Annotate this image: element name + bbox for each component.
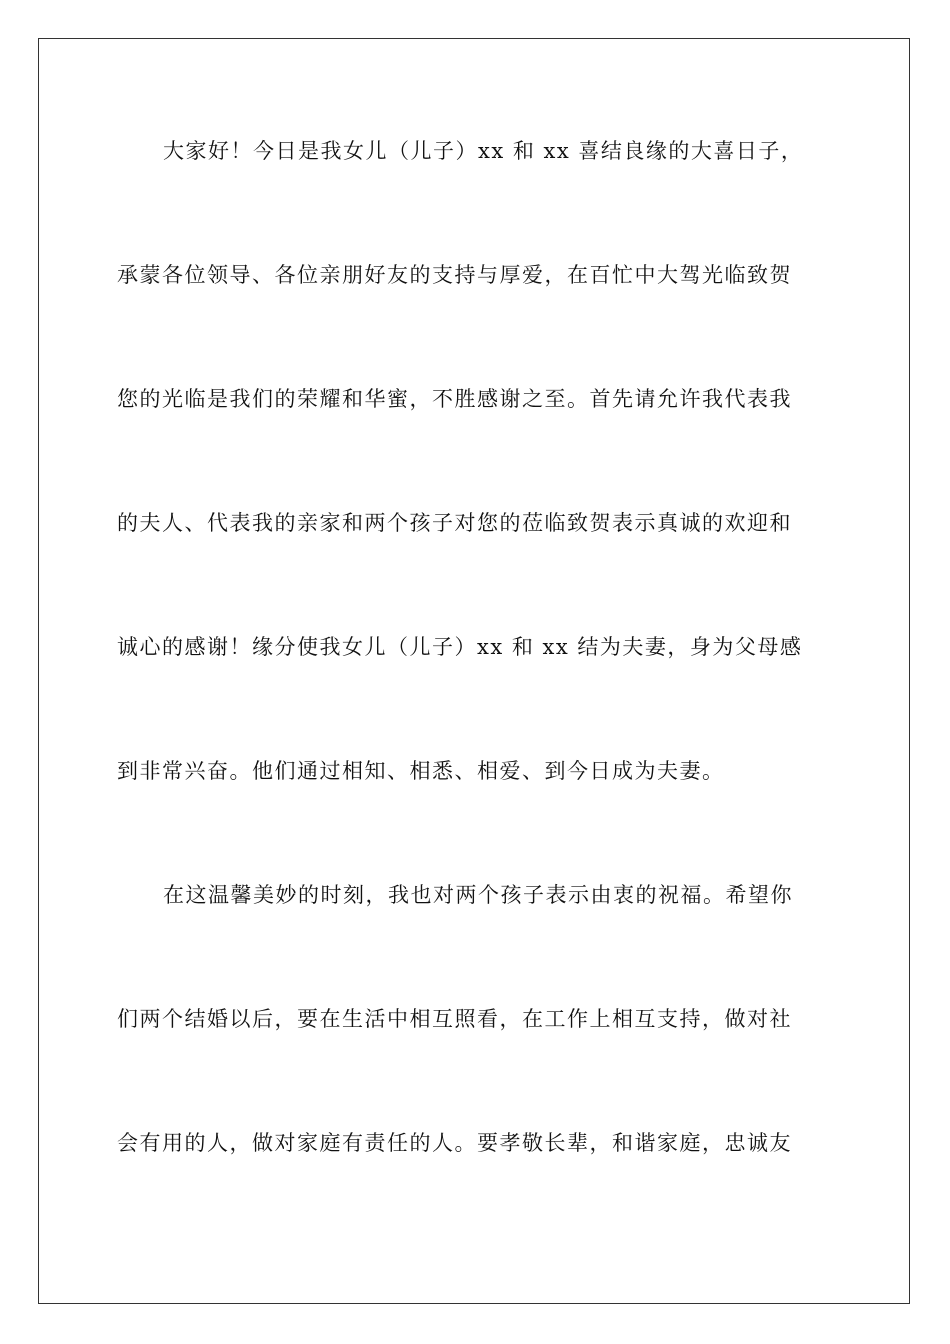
paragraph-1-line-6: 到非常兴奋。他们通过相知、相悉、相爱、到今日成为夫妻。 [117, 759, 725, 783]
page-border [38, 38, 910, 1304]
paragraph-2-line-1: 在这温馨美妙的时刻，我也对两个孩子表示由衷的祝福。希望你 [163, 883, 793, 907]
paragraph-1-line-5: 诚心的感谢！缘分使我女儿（儿子）xx 和 xx 结为夫妻，身为父母感 [117, 635, 803, 659]
paragraph-1-line-3: 您的光临是我们的荣耀和华蜜，不胜感谢之至。首先请允许我代表我 [117, 387, 792, 411]
paragraph-1-line-1: 大家好！今日是我女儿（儿子）xx 和 xx 喜结良缘的大喜日子， [163, 139, 804, 163]
paragraph-2-line-3: 会有用的人，做对家庭有责任的人。要孝敬长辈，和谐家庭，忠诚友 [117, 1131, 792, 1155]
paragraph-2-line-2: 们两个结婚以后，要在生活中相互照看，在工作上相互支持，做对社 [117, 1007, 792, 1031]
paragraph-1-line-4: 的夫人、代表我的亲家和两个孩子对您的莅临致贺表示真诚的欢迎和 [117, 511, 792, 535]
paragraph-1-line-2: 承蒙各位领导、各位亲朋好友的支持与厚爱，在百忙中大驾光临致贺 [117, 263, 792, 287]
